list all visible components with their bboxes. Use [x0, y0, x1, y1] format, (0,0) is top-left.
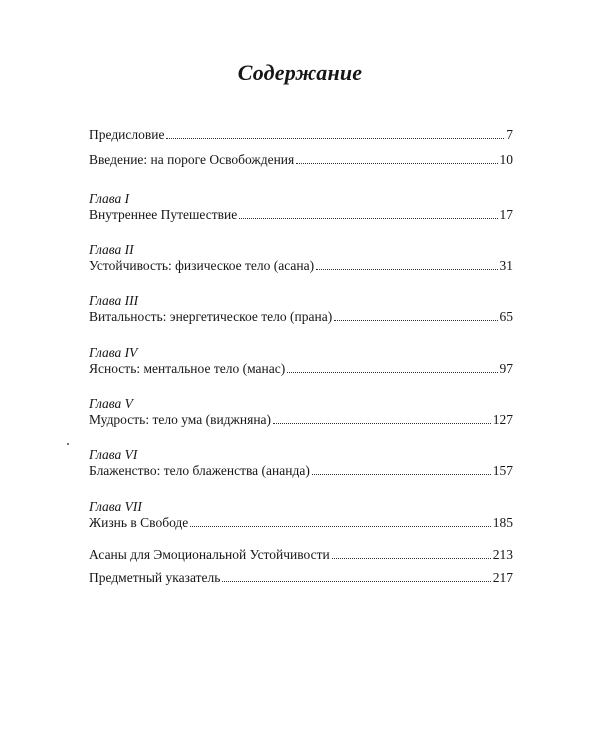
toc-entry-chapter-3[interactable]	[89, 309, 513, 325]
toc-entry-label: Предметный указатель	[89, 570, 221, 585]
dot-leader	[190, 526, 490, 527]
dot-leader	[312, 474, 491, 475]
toc-entry-asanas[interactable]	[89, 547, 513, 563]
toc-entry-label: Витальность: энергетическое тело (прана)	[89, 309, 333, 324]
toc-entry-label: Предисловие	[89, 127, 165, 142]
toc-page-number: 157	[492, 463, 513, 478]
toc-entry-chapter-2[interactable]	[89, 258, 513, 274]
dot-leader	[166, 138, 504, 139]
toc-entry-label: Устойчивость: физическое тело (асана)	[89, 258, 315, 273]
toc-entry-label: Мудрость: тело ума (виджняна)	[89, 412, 272, 427]
dot-leader	[222, 581, 490, 582]
toc-page-number: 10	[499, 152, 513, 167]
chapter-heading: Глава III	[89, 293, 139, 308]
toc-page-number: 97	[499, 361, 513, 376]
dot-leader	[334, 320, 497, 321]
toc-entry-label: Ясность: ментальное тело (манас)	[89, 361, 286, 376]
dot-leader	[332, 558, 491, 559]
dot-leader	[239, 218, 497, 219]
toc-page-number: 31	[499, 258, 513, 273]
toc-page-number: 185	[492, 515, 513, 530]
toc-entry-chapter-5[interactable]	[89, 412, 513, 428]
toc-entry-label: Блаженство: тело блаженства (ананда)	[89, 463, 310, 478]
toc-entry-label: Введение: на пороге Освобождения	[89, 152, 295, 167]
toc-entry-label: Внутреннее Путешествие	[89, 207, 238, 222]
toc-entry-label: Жизнь в Свободе	[89, 515, 189, 530]
toc-page-number: 213	[492, 547, 513, 562]
toc-entry-chapter-1[interactable]	[89, 207, 513, 223]
toc-entry-chapter-4[interactable]	[89, 361, 513, 377]
chapter-heading: Глава V	[89, 396, 133, 411]
toc-page-number: 217	[492, 570, 513, 585]
toc-entry-introduction[interactable]	[89, 152, 513, 168]
chapter-heading: Глава IV	[89, 345, 138, 360]
page-title: Содержание	[237, 60, 363, 85]
toc-page-number: 65	[499, 309, 513, 324]
chapter-heading: Глава II	[89, 242, 134, 257]
toc-entry-preface[interactable]	[89, 127, 513, 143]
toc-page-number: 7	[506, 127, 513, 142]
toc-entry-chapter-7[interactable]	[89, 515, 513, 531]
toc-entry-index[interactable]	[89, 570, 513, 586]
chapter-heading: Глава I	[89, 191, 130, 206]
dot-leader	[316, 269, 497, 270]
chapter-heading: Глава VII	[89, 499, 142, 514]
dot-leader	[273, 423, 491, 424]
dot-leader	[287, 372, 497, 373]
dot-leader	[296, 163, 497, 164]
print-speck	[67, 443, 69, 445]
toc-page-number: 17	[499, 207, 513, 222]
toc-entry-label: Асаны для Эмоциональной Устойчивости	[89, 547, 330, 562]
chapter-heading: Глава VI	[89, 447, 138, 462]
toc-page-number: 127	[492, 412, 513, 427]
toc-entry-chapter-6[interactable]	[89, 463, 513, 479]
